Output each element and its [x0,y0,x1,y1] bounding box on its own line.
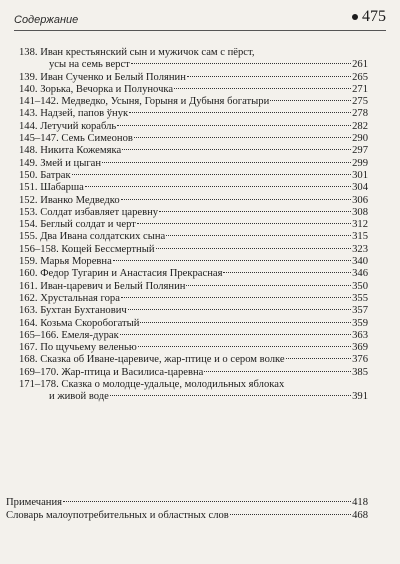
toc-entry [19,47,368,72]
toc-entry-title: Медведко, Усыня, Горыня и Дубыня богатыри [61,96,270,108]
toc-entry [19,318,368,330]
toc-entry-number: 153. [19,206,41,218]
toc-entry-page: 359 [352,317,368,329]
dot-leader [166,235,351,236]
backmatter-entry [6,496,368,509]
toc-entry-title: Иванко Медведко [40,194,120,206]
toc-entry-title: По щучьему веленью [40,342,137,354]
toc-entry [19,231,368,243]
toc-entry-title: Никита Кожемяка [40,145,122,157]
toc-entry-number: 152. [19,194,41,206]
toc-entry-line [19,391,368,403]
toc-entry-line [19,379,368,391]
toc-entry-line [19,133,368,145]
toc-entry-page: 340 [352,256,368,268]
toc-entry-line [19,195,368,207]
toc-entry-number: 155. [19,231,41,243]
toc-entry-line [19,330,368,342]
dot-leader [121,199,351,200]
dot-leader [174,88,351,89]
toc-entry-page: 346 [352,268,368,280]
toc-entry-title: Федор Тугарин и Анастасия Прекрасная [40,268,223,280]
toc-entry-line [19,59,368,71]
toc-entry-line [19,96,368,108]
toc-entry-number: 167. [19,342,41,354]
dot-leader [129,112,351,113]
toc-entry-number: 161. [19,280,41,292]
toc-entry-page: 306 [352,194,368,206]
toc-entry-line [19,367,368,379]
dot-leader [85,186,351,187]
toc-entry-line [19,207,368,219]
table-of-contents [19,47,368,404]
dot-leader [131,63,351,64]
toc-entry-title: Сказка о молодце-удальце, молодильных яблоках [61,379,285,391]
toc-entry-number: 163. [19,305,41,317]
toc-entry-title: Батрак [40,169,71,181]
toc-entry-page: 278 [352,108,368,120]
toc-entry-number: 154. [19,219,41,231]
dot-leader [156,248,352,249]
dot-leader [72,174,352,175]
toc-entry-line [19,256,368,268]
dot-leader [186,285,351,286]
toc-entry [19,354,368,366]
bullet-dot-icon [352,14,358,20]
toc-entry-title: Иван крестьянский сын и мужичок сам с пёрст, [40,47,255,58]
toc-entry-page: 357 [352,305,368,317]
toc-entry-number: 156–158. [19,243,62,255]
toc-entry-title: Шабарша [40,182,84,194]
toc-entry [19,293,368,305]
dot-leader [204,371,351,372]
toc-entry-line [19,47,368,59]
toc-entry [19,305,368,317]
toc-entry-title: Беглый солдат и черт [40,219,136,231]
toc-entry-page: 355 [352,292,368,304]
toc-entry [19,244,368,256]
toc-entry-number: 149. [19,157,41,169]
backmatter-page: 418 [352,497,368,508]
toc-entry-title: Солдат избавляет царевну [40,206,159,218]
dot-leader [120,334,351,335]
dot-leader [110,395,351,396]
toc-entry [19,96,368,108]
toc-entry-number: 141–142. [19,96,62,108]
toc-entry-line [19,108,368,120]
page-number-value: 475 [362,8,386,25]
toc-entry-page: 315 [352,231,368,243]
toc-entry [19,195,368,207]
toc-entry-number: 138. [19,47,41,58]
toc-entry-page: 308 [352,206,368,218]
toc-entry-title: Два Ивана солдатских сына [40,231,166,243]
toc-entry-title: Бухтан Бухтанович [40,305,127,317]
toc-entry-title: и живой воде [49,391,109,403]
toc-entry [19,281,368,293]
toc-entry-page: 271 [352,83,368,95]
dot-leader [159,211,351,212]
dot-leader [140,322,351,323]
toc-entry-number: 164. [19,317,41,329]
toc-entry-page: 299 [352,157,368,169]
toc-entry-page: 363 [352,329,368,341]
toc-entry-title: Козьма Скоробогатый [40,317,140,329]
toc-entry-number: 144. [19,120,41,132]
toc-entry-title: Змей и цыган [40,157,102,169]
toc-entry-page: 301 [352,169,368,181]
toc-entry [19,84,368,96]
toc-entry-number: 151. [19,182,41,194]
toc-entry-number: 150. [19,169,41,181]
toc-entry-number: 143. [19,108,41,120]
toc-entry-title: Сказка об Иване-царевиче, жар-птице и о сером волке [40,354,285,366]
dot-leader [121,297,351,298]
toc-entry-title: Летучий корабль [40,120,117,132]
toc-entry-title: Марья Моревна [40,256,112,268]
toc-entry [19,121,368,133]
toc-entry [19,108,368,120]
toc-entry-number: 160. [19,268,41,280]
toc-entry-line [19,305,368,317]
page-number [352,8,386,26]
dot-leader [128,309,351,310]
toc-entry-page: 376 [352,354,368,366]
toc-entry-page: 265 [352,71,368,83]
toc-entry-title: усы на семь верст [49,59,130,71]
backmatter-page: 468 [352,510,368,521]
toc-entry-line [19,182,368,194]
page-header [14,10,386,26]
dot-leader [113,260,351,261]
toc-entry [19,182,368,194]
toc-entry-title: Кощей Бессмертный [61,243,155,255]
toc-entry-page: 391 [352,391,368,403]
toc-entry-page: 350 [352,280,368,292]
dot-leader [138,346,351,347]
dot-leader [230,514,351,515]
toc-entry-line [19,281,368,293]
toc-entry-number: 168. [19,354,41,366]
dot-leader [286,358,351,359]
backmatter-entry [6,509,368,522]
toc-entry [19,158,368,170]
toc-entry [19,207,368,219]
toc-entry-title: Иван-царевич и Белый Полянин [40,280,186,292]
toc-entry-line [19,293,368,305]
dot-leader [134,137,351,138]
toc-entry-page: 297 [352,145,368,157]
toc-entry [19,330,368,342]
toc-entry-line [19,244,368,256]
toc-entry [19,219,368,231]
toc-entry [19,72,368,84]
toc-entry-title: Надзей, папов ўнук [40,108,129,120]
toc-entry-number: 140. [19,83,41,95]
toc-entry-number: 148. [19,145,41,157]
toc-entry-line [19,84,368,96]
toc-entry-page: 323 [352,243,368,255]
toc-entry-title: Зорька, Вечорка и Полуночка [40,83,174,95]
toc-entry-line [19,72,368,84]
backmatter-title: Примечания [6,497,62,508]
toc-entry [19,256,368,268]
toc-entry-number: 139. [19,71,41,83]
running-head: Содержание [14,14,79,26]
toc-entry [19,268,368,280]
toc-entry-title: Семь Симеонов [61,133,133,145]
dot-leader [122,149,351,150]
toc-entry-line [19,342,368,354]
toc-entry-page: 290 [352,133,368,145]
dot-leader [63,501,351,502]
toc-entry-number: 159. [19,256,41,268]
toc-entry-number: 162. [19,292,41,304]
toc-entry-line [19,231,368,243]
toc-entry-title: Хрустальная гора [40,292,120,304]
toc-entry-page: 304 [352,182,368,194]
toc-entry-line [19,145,368,157]
toc-entry-line [19,354,368,366]
toc-entry [19,379,368,404]
toc-entry-line [19,121,368,133]
dot-leader [102,162,351,163]
dot-leader [270,100,351,101]
toc-entry-number: 169–170. [19,366,62,378]
toc-entry-title: Жар-птица и Василиса-царевна [61,366,204,378]
toc-entry-line [19,170,368,182]
toc-entry-page: 385 [352,366,368,378]
dot-leader [117,125,351,126]
toc-entry-line [19,268,368,280]
header-rule [14,30,386,31]
dot-leader [137,223,351,224]
toc-entry-number: 171–178. [19,379,62,391]
dot-leader [223,272,351,273]
toc-entry-page: 275 [352,96,368,108]
toc-entry [19,145,368,157]
toc-entry [19,367,368,379]
dot-leader [187,76,351,77]
toc-entry [19,170,368,182]
toc-entry-page: 312 [352,219,368,231]
toc-entry [19,342,368,354]
back-matter-list [6,496,368,522]
toc-entry-number: 165–166. [19,329,62,341]
toc-entry-line [19,318,368,330]
toc-entry-line [19,219,368,231]
toc-entry-number: 145–147. [19,133,62,145]
toc-entry-title: Емеля-дурак [61,329,119,341]
toc-entry-page: 369 [352,342,368,354]
toc-entry-line [19,158,368,170]
toc-entry [19,133,368,145]
backmatter-title: Словарь малоупотребительных и областных слов [6,510,229,521]
toc-entry-title: Иван Сученко и Белый Полянин [40,71,186,83]
toc-entry-page: 261 [352,59,368,71]
toc-entry-page: 282 [352,120,368,132]
